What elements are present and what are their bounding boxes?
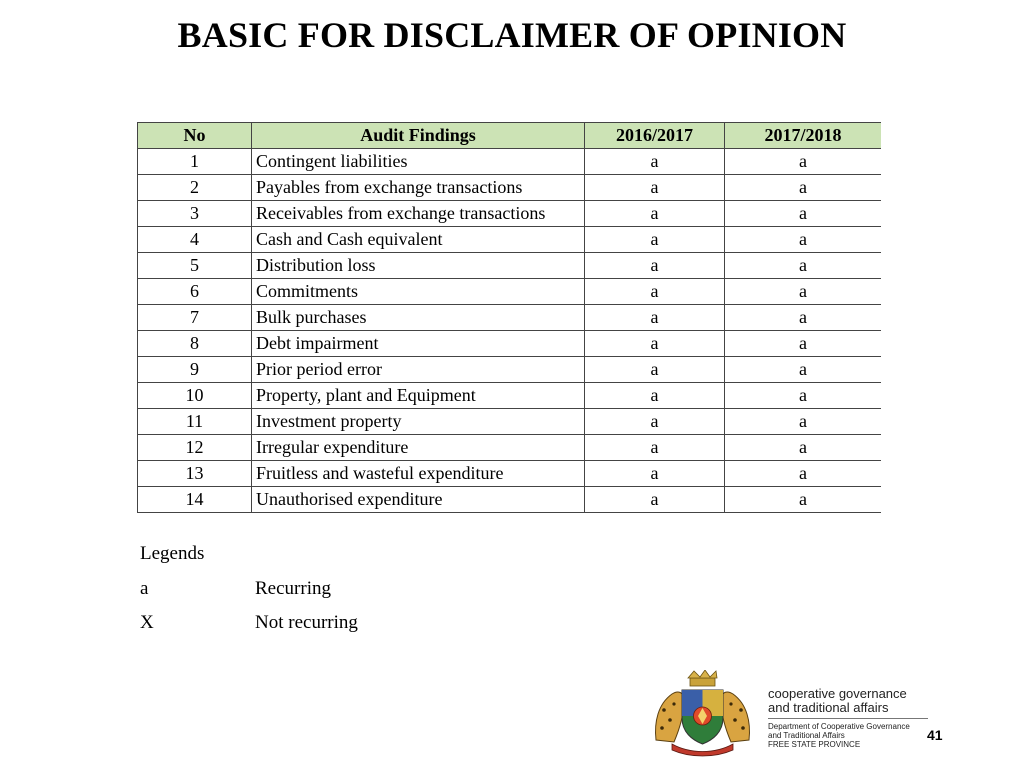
- free-state-coat-of-arms-icon: [650, 670, 755, 758]
- row-number-cell: 3: [138, 201, 252, 227]
- audit-finding-cell: Debt impairment: [252, 331, 585, 357]
- dept-line2: and Traditional Affairs: [768, 731, 845, 740]
- row-number-cell: 11: [138, 409, 252, 435]
- status-2017-2018-cell: a: [725, 175, 882, 201]
- audit-finding-cell: Property, plant and Equipment: [252, 383, 585, 409]
- row-number-cell: 7: [138, 305, 252, 331]
- status-2016-2017-cell: a: [585, 175, 725, 201]
- audit-finding-cell: Contingent liabilities: [252, 149, 585, 175]
- audit-finding-cell: Irregular expenditure: [252, 435, 585, 461]
- status-2016-2017-cell: a: [585, 149, 725, 175]
- table-body: [138, 149, 882, 513]
- status-2017-2018-cell: a: [725, 383, 882, 409]
- audit-finding-cell: Distribution loss: [252, 253, 585, 279]
- audit-finding-cell: Payables from exchange transactions: [252, 175, 585, 201]
- status-2016-2017-cell: a: [585, 435, 725, 461]
- status-2017-2018-cell: a: [725, 487, 882, 513]
- row-number-cell: 12: [138, 435, 252, 461]
- header-no: No: [138, 123, 252, 149]
- audit-finding-cell: Fruitless and wasteful expenditure: [252, 461, 585, 487]
- header-audit-findings: Audit Findings: [252, 123, 585, 149]
- status-2017-2018-cell: a: [725, 279, 882, 305]
- status-2017-2018-cell: a: [725, 331, 882, 357]
- page-number: 41: [927, 727, 943, 743]
- branding-divider: [768, 718, 928, 719]
- table-header-row: [138, 123, 882, 149]
- table-row: [138, 487, 882, 513]
- table-row: [138, 175, 882, 201]
- legend-symbol: X: [140, 612, 154, 633]
- table-row: [138, 201, 882, 227]
- audit-findings-table: [137, 122, 881, 513]
- legend-title: Legends: [140, 543, 205, 564]
- status-2017-2018-cell: a: [725, 201, 882, 227]
- table-row: [138, 227, 882, 253]
- table-row: [138, 383, 882, 409]
- status-2016-2017-cell: a: [585, 331, 725, 357]
- legend-symbol: a: [140, 578, 149, 599]
- row-number-cell: 10: [138, 383, 252, 409]
- department-branding: [768, 687, 928, 749]
- audit-finding-cell: Prior period error: [252, 357, 585, 383]
- status-2017-2018-cell: a: [725, 409, 882, 435]
- status-2017-2018-cell: a: [725, 435, 882, 461]
- audit-finding-cell: Commitments: [252, 279, 585, 305]
- dept-line1: Department of Cooperative Governance: [768, 722, 910, 731]
- table-row: [138, 331, 882, 357]
- header-2016-2017: 2016/2017: [585, 123, 725, 149]
- org-name-line1: cooperative governance: [768, 686, 907, 701]
- status-2016-2017-cell: a: [585, 253, 725, 279]
- status-2016-2017-cell: a: [585, 461, 725, 487]
- status-2016-2017-cell: a: [585, 357, 725, 383]
- status-2017-2018-cell: a: [725, 253, 882, 279]
- status-2017-2018-cell: a: [725, 305, 882, 331]
- audit-finding-cell: Cash and Cash equivalent: [252, 227, 585, 253]
- dept-line3: FREE STATE PROVINCE: [768, 740, 861, 749]
- table-row: [138, 279, 882, 305]
- row-number-cell: 2: [138, 175, 252, 201]
- header-2017-2018: 2017/2018: [725, 123, 882, 149]
- row-number-cell: 5: [138, 253, 252, 279]
- status-2016-2017-cell: a: [585, 409, 725, 435]
- status-2016-2017-cell: a: [585, 201, 725, 227]
- status-2016-2017-cell: a: [585, 305, 725, 331]
- table-row: [138, 253, 882, 279]
- row-number-cell: 14: [138, 487, 252, 513]
- table-row: [138, 357, 882, 383]
- status-2016-2017-cell: a: [585, 279, 725, 305]
- row-number-cell: 6: [138, 279, 252, 305]
- audit-finding-cell: Investment property: [252, 409, 585, 435]
- row-number-cell: 8: [138, 331, 252, 357]
- row-number-cell: 4: [138, 227, 252, 253]
- status-2016-2017-cell: a: [585, 487, 725, 513]
- slide-title: BASIC FOR DISCLAIMER OF OPINION: [177, 15, 847, 55]
- audit-finding-cell: Unauthorised expenditure: [252, 487, 585, 513]
- table-row: [138, 409, 882, 435]
- status-2016-2017-cell: a: [585, 383, 725, 409]
- status-2017-2018-cell: a: [725, 149, 882, 175]
- legend-label: Recurring: [255, 578, 331, 599]
- table-row: [138, 461, 882, 487]
- status-2016-2017-cell: a: [585, 227, 725, 253]
- table-row: [138, 305, 882, 331]
- org-name-line2: and traditional affairs: [768, 700, 889, 715]
- status-2017-2018-cell: a: [725, 461, 882, 487]
- table-row: [138, 149, 882, 175]
- audit-finding-cell: Receivables from exchange transactions: [252, 201, 585, 227]
- row-number-cell: 13: [138, 461, 252, 487]
- table-row: [138, 435, 882, 461]
- row-number-cell: 9: [138, 357, 252, 383]
- status-2017-2018-cell: a: [725, 357, 882, 383]
- legend-label: Not recurring: [255, 612, 358, 633]
- audit-finding-cell: Bulk purchases: [252, 305, 585, 331]
- status-2017-2018-cell: a: [725, 227, 882, 253]
- row-number-cell: 1: [138, 149, 252, 175]
